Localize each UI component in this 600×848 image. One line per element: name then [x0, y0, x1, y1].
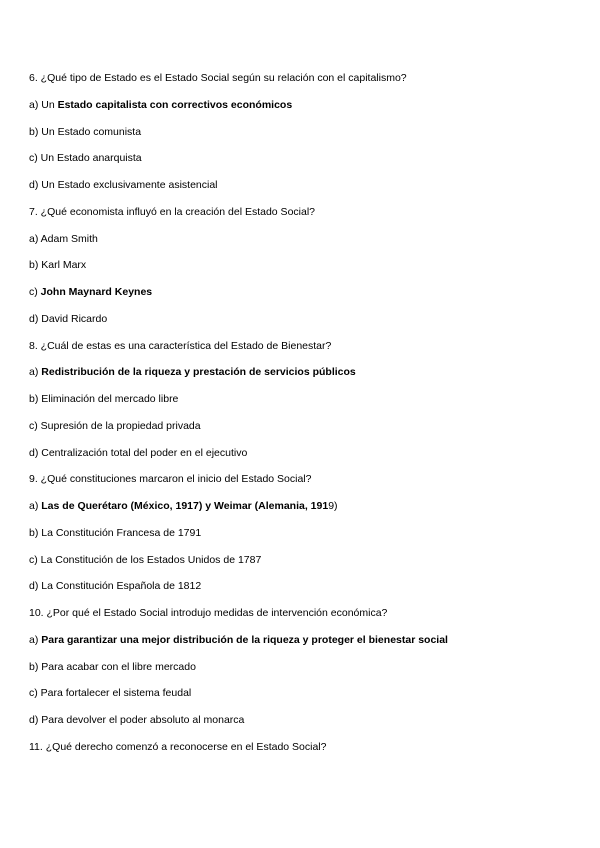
option-answer-bold: Las de Querétaro (México, 1917) y Weimar (Alemania, 191 — [41, 500, 329, 512]
option-text: b) Para acabar con el libre mercado — [29, 660, 196, 673]
option-text: d) Para devolver el poder absoluto al monarca — [29, 714, 245, 726]
answer-option — [29, 126, 141, 139]
answer-option — [29, 447, 247, 460]
option-text: c) Para fortalecer el sistema feudal — [29, 687, 192, 700]
option-text: b) La Constitución Francesa de 1791 — [29, 526, 202, 539]
option-text: d) Centralización total del poder en el ejecutivo — [29, 446, 248, 459]
answer-option — [29, 99, 292, 112]
option-text: d) Un Estado exclusivamente asistencial — [29, 179, 218, 191]
answer-option — [29, 634, 448, 647]
answer-option — [29, 661, 196, 674]
answer-option — [29, 687, 191, 700]
option-text: a) — [29, 633, 42, 646]
answer-option — [29, 714, 244, 727]
option-text: c) La Constitución de los Estados Unidos de 1787 — [29, 553, 262, 566]
option-answer-bold: John Maynard Keynes — [40, 286, 153, 298]
answer-option — [29, 500, 338, 513]
answer-option — [29, 233, 98, 246]
answer-option — [29, 152, 142, 165]
answer-option — [29, 580, 201, 593]
question-prompt: 10. ¿Por qué el Estado Social introdujo medidas de intervención económica? — [29, 607, 388, 619]
answer-option — [29, 554, 261, 567]
question-prompt: 6. ¿Qué tipo de Estado es el Estado Social según su relación con el capitalismo? — [29, 72, 407, 84]
option-text: a) Adam Smith — [29, 232, 98, 245]
answer-option — [29, 393, 178, 406]
option-text: a) — [29, 366, 42, 379]
option-text: a) Un — [29, 98, 58, 111]
answer-option — [29, 259, 86, 272]
answer-option — [29, 420, 201, 433]
answer-option — [29, 286, 152, 299]
option-text: c) — [29, 286, 41, 298]
answer-option — [29, 527, 201, 540]
answer-option — [29, 179, 218, 192]
question-prompt: 9. ¿Qué constituciones marcaron el inicio del Estado Social? — [29, 473, 312, 486]
option-text: b) Karl Marx — [29, 259, 87, 272]
option-text: b) Un Estado comunista — [29, 125, 142, 138]
answer-option — [29, 366, 356, 379]
question-prompt: 11. ¿Qué derecho comenzó a reconocerse en el Estado Social? — [29, 740, 327, 753]
option-text: b) Eliminación del mercado libre — [29, 393, 179, 405]
answer-option — [29, 313, 107, 326]
option-answer-bold: Estado capitalista con correctivos económicos — [57, 98, 293, 111]
option-text: d) David Ricardo — [29, 312, 108, 325]
question-prompt: 7. ¿Qué economista influyó en la creación del Estado Social? — [29, 205, 315, 218]
option-text: c) Un Estado anarquista — [29, 152, 142, 165]
option-answer-bold: Redistribución de la riqueza y prestación de servicios públicos — [41, 366, 356, 379]
option-text: d) La Constitución Española de 1812 — [29, 580, 202, 593]
option-text-suffix: 9) — [328, 500, 338, 512]
option-text: c) Supresión de la propiedad privada — [29, 419, 201, 432]
option-text: a) — [29, 500, 42, 512]
question-prompt: 8. ¿Cuál de estas es una característica del Estado de Bienestar? — [29, 339, 332, 352]
option-answer-bold: Para garantizar una mejor distribución de la riqueza y proteger el bienestar social — [41, 633, 448, 646]
